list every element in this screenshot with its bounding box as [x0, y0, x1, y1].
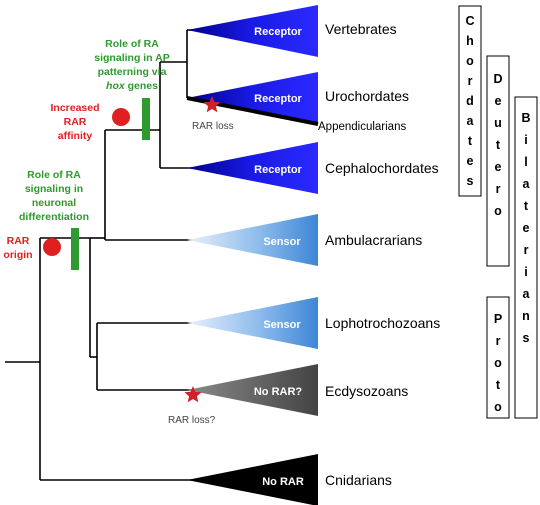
box-letter: h: [466, 34, 474, 48]
box-chordates: [459, 6, 481, 196]
genes-word: genes: [124, 80, 158, 92]
box-letter: t: [495, 378, 501, 392]
neuronal-line2: signaling in: [24, 183, 84, 195]
box-letter: l: [524, 155, 528, 169]
box-letter: e: [494, 94, 502, 108]
box-letter: e: [522, 221, 530, 235]
box-letter: o: [494, 204, 502, 218]
rar-loss-question-label: RAR loss?: [168, 415, 216, 426]
ap-line1: Role of RA: [105, 38, 159, 50]
triangle-vertebrates: [187, 5, 318, 57]
green-bar-icon: [142, 98, 150, 140]
box-letter: o: [466, 54, 474, 68]
box-letter: n: [522, 309, 530, 323]
triangle-ecdysozoans: [187, 364, 318, 416]
neuronal-role-label: [19, 169, 89, 223]
hox-word: hox: [106, 80, 125, 92]
taxon-ecdysozoans: Ecdysozoans: [325, 383, 409, 399]
chordate-events: [112, 98, 150, 140]
rar-origin-line2: origin: [3, 249, 33, 261]
rar-loss-label: RAR loss: [192, 121, 234, 132]
box-letter: r: [495, 182, 501, 196]
box-letter: t: [467, 134, 473, 148]
rar-origin-event: [43, 228, 79, 270]
box-letter: u: [494, 116, 502, 130]
triangle-label-cephalochordates: Receptor: [254, 164, 302, 176]
box-deutero: [487, 56, 509, 266]
box-letter: i: [524, 133, 528, 147]
neuronal-line1: Role of RA: [27, 169, 81, 181]
box-letter: o: [494, 356, 502, 370]
box-letter: e: [466, 154, 474, 168]
neuronal-line3: neuronal: [31, 197, 77, 209]
red-circle-icon: [112, 108, 130, 126]
box-letter: a: [522, 287, 530, 301]
taxon-urochordates: Urochordates: [325, 88, 410, 104]
box-bilaterians: [515, 97, 537, 418]
ap-line2: signaling in AP: [94, 52, 170, 64]
triangle-ambulacrarians: [187, 214, 318, 266]
triangle-cnidarians: [187, 454, 318, 505]
box-letter: r: [467, 74, 473, 88]
box-letter: d: [466, 94, 474, 108]
taxon-appendicularians: Appendicularians: [318, 121, 407, 133]
box-letter: e: [494, 160, 502, 174]
box-letter: o: [494, 400, 502, 414]
taxon-cephalochordates: Cephalochordates: [325, 160, 439, 176]
ap-role-label: [94, 38, 169, 92]
taxon-ambulacrarians: Ambulacrarians: [325, 232, 423, 248]
box-letter: B: [521, 111, 531, 125]
affinity-line1: Increased: [50, 102, 100, 114]
rar-origin-label: [3, 235, 32, 261]
affinity-line2: RAR: [63, 116, 87, 128]
box-letter: a: [466, 114, 474, 128]
triangle-label-cnidarians: No RAR: [262, 476, 304, 488]
neuronal-line4: differentiation: [19, 211, 89, 223]
triangle-label-ecdysozoans: No RAR?: [253, 386, 303, 398]
triangle-lophotrochozoans: [187, 297, 318, 349]
rar-origin-line1: RAR: [6, 235, 30, 247]
increased-affinity-label: [50, 102, 99, 142]
triangle-label-ambulacrarians: Sensor: [263, 236, 301, 248]
box-letter: r: [495, 334, 501, 348]
box-letter: P: [493, 312, 503, 326]
box-letter: t: [523, 199, 529, 213]
triangle-label-urochordates: Receptor: [254, 93, 302, 105]
box-letter: i: [524, 265, 528, 279]
box-letter: s: [466, 174, 474, 188]
triangle-label-lophotrochozoans: Sensor: [263, 319, 301, 331]
ap-line4: [106, 80, 158, 92]
triangle-label-vertebrates: Receptor: [254, 26, 302, 38]
ap-line3: patterning via: [97, 66, 167, 78]
box-letter: C: [465, 14, 475, 28]
triangle-urochordates: [187, 72, 318, 124]
affinity-line3: affinity: [57, 130, 93, 142]
box-letter: a: [522, 177, 530, 191]
tree-branches: [5, 30, 195, 480]
taxon-cnidarians: Cnidarians: [325, 472, 392, 488]
box-letter: r: [523, 243, 529, 257]
box-letter: D: [493, 72, 503, 86]
triangle-cephalochordates: [187, 142, 318, 194]
green-bar-icon: [71, 228, 79, 270]
box-letter: s: [522, 331, 530, 345]
red-circle-icon: [43, 238, 61, 256]
taxon-vertebrates: Vertebrates: [325, 21, 397, 37]
box-letter: t: [495, 138, 501, 152]
taxon-lophotrochozoans: Lophotrochozoans: [325, 315, 441, 331]
box-proto: [487, 297, 509, 418]
